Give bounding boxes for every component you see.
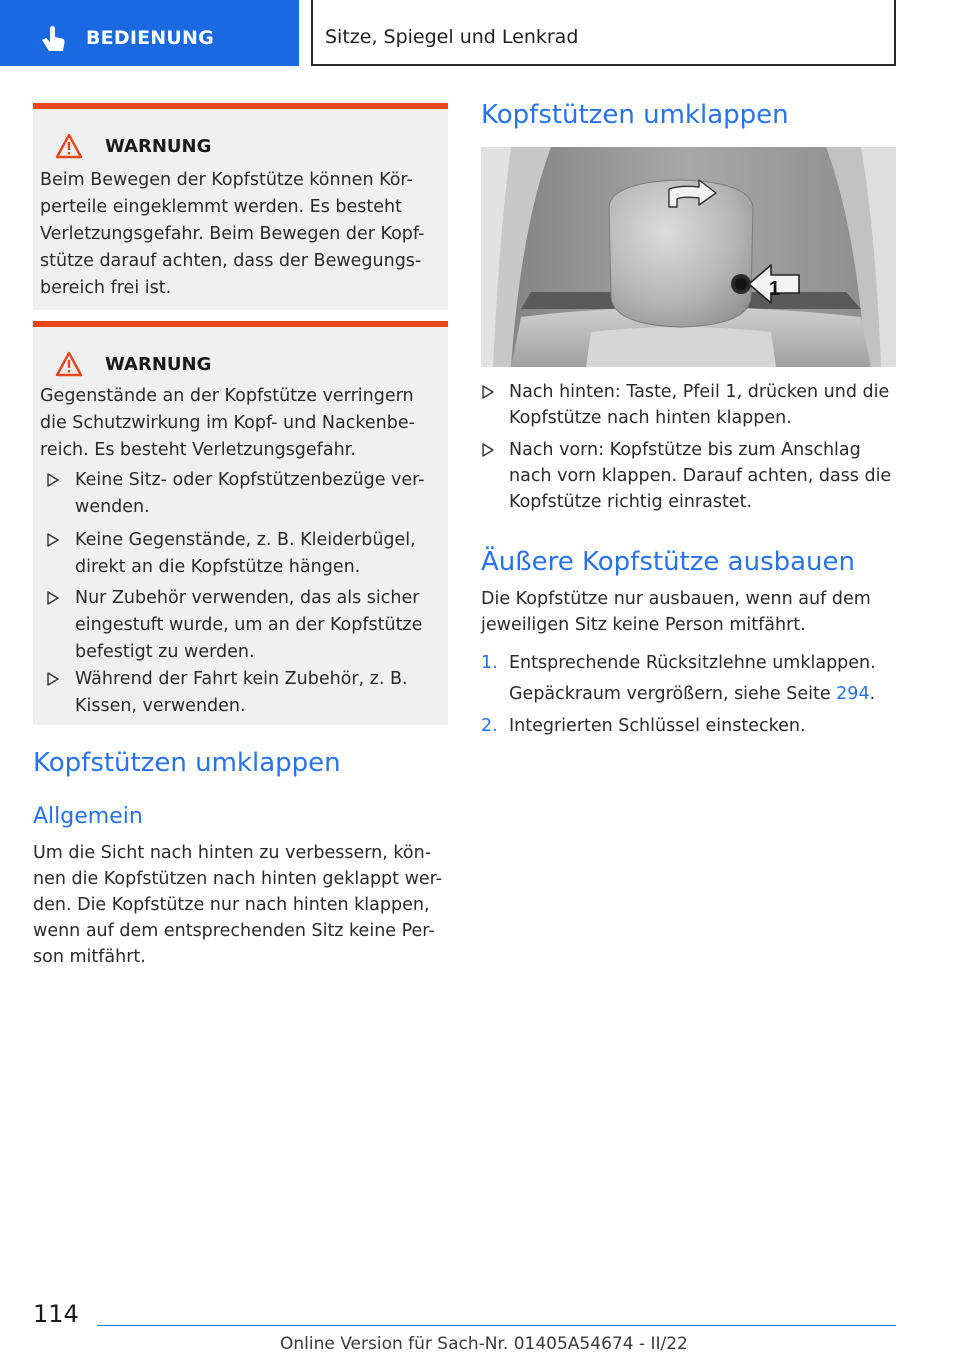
step-text: Integrierten Schlüssel einstecken.	[509, 716, 806, 736]
step-number: 2.	[481, 716, 498, 736]
section-heading-right: Kopfstützen umklappen	[481, 100, 789, 130]
warning-box-1	[33, 103, 448, 310]
warning-triangle-icon	[55, 133, 83, 159]
header-title: Sitze, Spiegel und Lenkrad	[325, 26, 579, 48]
headrest-illustration	[481, 147, 896, 367]
hand-pointer-icon	[38, 24, 68, 54]
step-note-text: Gepäckraum vergrößern, siehe Seite	[509, 684, 837, 704]
step-number: 1.	[481, 653, 498, 673]
warning-text: Gegenstände an der Kopfstütze verringern die Schutzwirkung im Kopf- und Nackenbe- reich. Es besteht Verletzungsgefahr.	[40, 386, 415, 460]
body-paragraph: Um die Sicht nach hinten zu verbessern, kön- nen die Kopfstützen nach hinten geklappt wer- den. Die Kopfstütze nur nach hinten klappen, wenn auf dem entsprechenden Sitz keine Per- son mitfährt.	[33, 843, 443, 967]
header-section-tab	[0, 0, 299, 66]
warning-box-2	[33, 321, 448, 725]
body-paragraph-right: Die Kopfstütze nur ausbauen, wenn auf dem jeweiligen Sitz keine Person mitfährt.	[481, 589, 871, 635]
bullet-triangle-icon	[47, 533, 59, 547]
page-number: 114	[33, 1300, 79, 1328]
warning-label: WARNUNG	[105, 136, 212, 157]
list-item-text: Nach hinten: Taste, Pfeil 1, drücken und die Kopfstütze nach hinten klappen.	[509, 382, 890, 428]
list-item-text: Während der Fahrt kein Zubehör, z. B. Kissen, verwenden.	[75, 669, 408, 716]
list-item-text: Keine Sitz- oder Kopfstützenbezüge ver- wenden.	[75, 470, 425, 517]
bullet-triangle-icon	[482, 443, 494, 457]
list-item-text: Nach vorn: Kopfstütze bis zum Anschlag nach vorn klappen. Darauf achten, dass die Kopfstütze richtig einrastet.	[509, 440, 892, 512]
section-heading: Kopfstützen umklappen	[33, 748, 341, 778]
footer-text: Online Version für Sach-Nr. 01405A54674 - II/22	[280, 1334, 688, 1354]
warning-text: Beim Bewegen der Kopfstütze können Kör- perteile eingeklemmt werden. Es besteht Verletzungsgefahr. Beim Bewegen der Kopf- stütze darauf achten, dass der Bewegungs- bereich frei ist.	[40, 170, 425, 298]
photo-callout-number: 1	[769, 278, 781, 300]
subsection-heading: Allgemein	[33, 804, 143, 829]
bullet-triangle-icon	[47, 591, 59, 605]
section-heading-right-2: Äußere Kopfstütze ausbauen	[481, 547, 856, 577]
footer-rule	[97, 1325, 896, 1326]
step-text: Entsprechende Rücksitzlehne umklappen.	[509, 653, 876, 673]
page-link[interactable]: 294	[836, 684, 870, 704]
bullet-triangle-icon	[47, 672, 59, 686]
header-title-box	[311, 0, 896, 66]
warning-label: WARNUNG	[105, 354, 212, 375]
bullet-triangle-icon	[482, 385, 494, 399]
list-item-text: Nur Zubehör verwenden, das als sicher eingestuft wurde, um an der Kopfstütze befestigt zu werden.	[75, 588, 423, 662]
bullet-triangle-icon	[47, 473, 59, 487]
header-section-label: BEDIENUNG	[86, 27, 214, 49]
warning-triangle-icon	[55, 351, 83, 377]
list-item-text: Keine Gegenstände, z. B. Kleiderbügel, direkt an die Kopfstütze hängen.	[75, 530, 416, 577]
headrest-photo	[481, 147, 896, 367]
step-note-suffix: .	[869, 684, 876, 704]
